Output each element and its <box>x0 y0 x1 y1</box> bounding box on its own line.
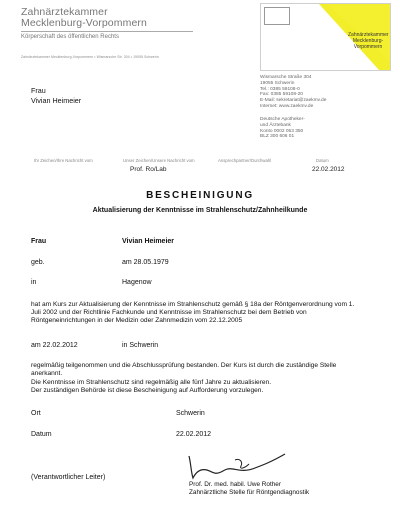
person-salutation: Frau <box>31 238 47 245</box>
org-name-line1: Zahnärztekammer <box>21 6 108 18</box>
course-text: hat am Kurs zur Aktualisierung der Kenntnisse im Strahlenschutz gemäß § 18a der Röntgenverordnung vom 1. Juli 2002 und der Richtlinie Fachkunde und Kenntnisse im Strahlenschutz bei dem Betrieb von Röntgeneinrichtungen in der Medizin oder Zahnmedizin vom 22.12.2005 <box>31 301 355 325</box>
contact-block <box>260 75 380 110</box>
recipient-name: Vivian Heimeier <box>31 95 82 105</box>
sender-return-line: Zahnärztekammer Mecklenburg-Vorpommern • Wismarsche Str. 304 • 19055 Schwerin <box>21 55 159 59</box>
contact-city: 19055 Schwerin <box>260 80 295 86</box>
logo-label-line1: Zahnärztekammer <box>348 32 389 38</box>
place-value: Schwerin <box>176 410 205 417</box>
born-value: am 28.05.1979 <box>122 259 169 266</box>
org-subtitle: Körperschaft des öffentlichen Rechts <box>21 34 119 40</box>
course-note-1: Die Kenntnisse im Strahlenschutz sind regelmäßig alle fünf Jahre zu aktualisieren. <box>31 379 272 386</box>
date-label: Datum <box>31 431 52 438</box>
signature-image <box>185 448 295 482</box>
bank-line2: und Ärztebank <box>260 122 291 128</box>
course-result: regelmäßig teilgenommen und die Abschlussprüfung bestanden. Der Kurs ist durch die zuständige Stelle anerkannt. <box>31 362 337 378</box>
signer-block <box>189 481 309 497</box>
contact-street: Wismarsche Straße 304 <box>260 75 312 80</box>
logo-label-line3: Vorpommern <box>353 43 383 50</box>
birthplace-value: Hagenow <box>122 279 152 286</box>
contact-email: E-Mail: sekretariat@zaekmv.de <box>260 98 327 104</box>
ref-label-our-ref: Unser Zeichen/Unsere Nachricht vom <box>123 158 195 163</box>
org-name-line2: Mecklenburg-Vorpommern <box>21 17 147 29</box>
course-place: in Schwerin <box>122 342 159 349</box>
signer-name: Prof. Dr. med. habil. Uwe Rother <box>189 481 281 488</box>
bank-block <box>260 117 380 140</box>
logo-label-line2: Mecklenburg- <box>352 37 384 44</box>
date-value: 22.02.2012 <box>176 431 212 438</box>
ref-label-date: Datum <box>316 158 329 163</box>
contact-web: Internet: www.zaekmv.de <box>260 103 314 109</box>
born-label: geb. <box>31 259 45 266</box>
state-crest-icon <box>264 7 290 25</box>
contact-tel: Tel.: 0385 59108-0 <box>260 86 300 92</box>
place-label: Ort <box>31 410 41 417</box>
responsible-label: (Verantwortlicher Leiter) <box>31 474 106 481</box>
course-note-2: Der zuständigen Behörde ist diese Bescheinigung auf Aufforderung vorzulegen. <box>31 387 264 394</box>
org-name <box>21 7 147 29</box>
ref-label-your-letter: Ihr Zeichen/Ihre Nachricht vom <box>34 158 93 163</box>
birthplace-label: in <box>31 279 37 286</box>
recipient-address <box>31 86 81 105</box>
document-subtitle: Aktualisierung der Kenntnisse im Strahlenschutz/Zahnheilkunde <box>92 207 308 214</box>
bank-line1: Deutsche Apotheker- <box>260 117 305 122</box>
course-date: am 22.02.2012 <box>31 342 78 349</box>
ref-label-contact: Ansprechpartner/Durchwahl <box>218 158 272 163</box>
bank-line4: BLZ 300 606 01 <box>260 134 295 140</box>
recipient-salutation: Frau <box>31 86 46 95</box>
document-title: BESCHEINIGUNG <box>146 190 254 201</box>
org-divider <box>21 31 193 32</box>
logo-label <box>348 33 388 50</box>
ref-date: 22.02.2012 <box>312 166 345 173</box>
contact-fax: Fax: 0385 59108-20 <box>260 92 303 98</box>
ref-our-ref: Prof. Ro/Lab <box>130 166 167 173</box>
person-name: Vivian Heimeier <box>122 238 175 245</box>
bank-line3: Konto 0002 053 350 <box>260 128 304 134</box>
signer-role: Zahnärztliche Stelle für Röntgendiagnostik <box>189 489 310 496</box>
